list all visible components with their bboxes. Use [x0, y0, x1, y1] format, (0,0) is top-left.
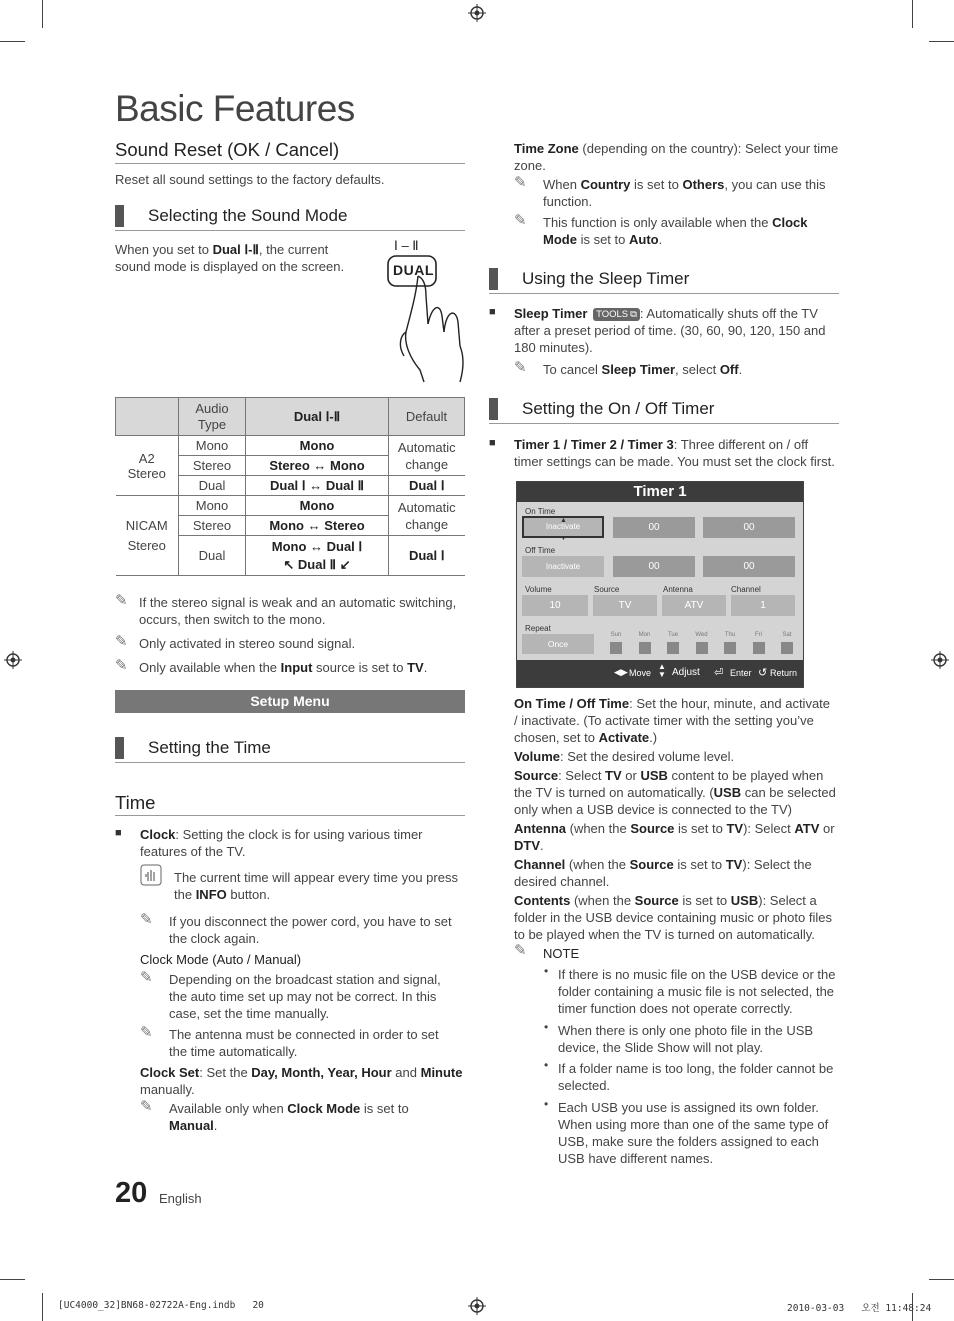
setup-menu-bar: Setup Menu	[115, 690, 465, 713]
osd-title: Timer 1	[517, 482, 803, 502]
enter-icon: ⏎	[714, 667, 724, 679]
table-cell: Dual Ⅰ	[389, 476, 465, 496]
osd-label: On Time	[525, 507, 556, 516]
tools-icon: ⧉	[630, 309, 637, 320]
crop-mark	[929, 1279, 954, 1280]
repeat-day-checkbox[interactable]	[639, 642, 651, 654]
bullet-square-icon: ■	[115, 827, 122, 839]
clock-set-text: Clock Set: Set the Day, Month, Year, Hour and Minute manually.	[140, 1065, 463, 1097]
table-header: Dual Ⅰ-Ⅱ	[246, 398, 389, 436]
note-pencil-icon: ✎	[115, 633, 128, 650]
adjust-arrows-icon: ▲ ▼	[658, 662, 666, 679]
crop-mark	[912, 0, 913, 28]
source-field[interactable]: TV	[593, 595, 657, 616]
sound-mode-heading: Selecting the Sound Mode	[115, 205, 465, 231]
table-header: Audio Type	[179, 398, 246, 436]
bullet-square-icon: ■	[489, 306, 496, 318]
table-cell: Stereo	[179, 516, 246, 536]
move-arrows-icon: ◀▶	[614, 667, 628, 677]
sleep-timer-text: Sleep Timer TOOLS ⧉ : Automatically shuts off the TV after a preset period of time. (30, 60, 90, 120, 150 and 180 minutes).	[514, 306, 826, 355]
note-pencil-icon: ✎	[140, 911, 153, 928]
power-note: If you disconnect the power cord, you have to set the clock again.	[169, 914, 452, 946]
clock-mode-note: Depending on the broadcast station and signal, the auto time set up may not be correct. In this case, set the time manually.	[169, 972, 441, 1021]
time-zone-note: This function is only available when the Clock Mode is set to Auto.	[543, 215, 808, 247]
repeat-day-checkbox[interactable]	[753, 642, 765, 654]
sound-reset-heading: Sound Reset (OK / Cancel)	[115, 139, 465, 164]
table-cell: Dual Ⅰ	[389, 536, 465, 576]
crop-mark	[42, 0, 43, 28]
repeat-day-checkbox[interactable]	[667, 642, 679, 654]
sleep-note: To cancel Sleep Timer, select Off.	[543, 362, 743, 377]
table-cell: Stereo ↔ Mono	[246, 456, 389, 476]
repeat-day-label: Tue	[667, 632, 679, 638]
antenna-note: The antenna must be connected in order to set the time automatically.	[169, 1027, 439, 1059]
note-pencil-icon: ✎	[140, 1024, 153, 1041]
arrow-up-icon: ▲	[560, 517, 567, 524]
crop-mark	[0, 41, 25, 42]
registration-mark-icon	[931, 651, 949, 669]
table-cell: Automatic change	[389, 436, 465, 476]
audio-table	[115, 397, 465, 576]
table-cell: Dual	[179, 476, 246, 496]
off-time-minute-field[interactable]: 00	[703, 556, 795, 577]
bullet-dot-icon: •	[544, 1020, 549, 1034]
off-time-hour-field[interactable]: 00	[613, 556, 695, 577]
time-zone-text: Time Zone (depending on the country): Select your time zone.	[514, 141, 839, 173]
clock-text: Clock: Setting the clock is for using various timer features of the TV.	[140, 827, 423, 859]
table-cell: Automatic change	[389, 496, 465, 536]
note-pencil-icon: ✎	[514, 212, 527, 229]
note-label: NOTE	[543, 946, 580, 961]
channel-desc: Channel (when the Source is set to TV): Select the desired channel.	[514, 857, 812, 889]
repeat-day-label: Wed	[695, 632, 708, 638]
crop-mark	[42, 1293, 43, 1321]
hand-pressing-icon	[380, 236, 470, 384]
osd-help: Enter	[730, 668, 752, 678]
osd-label: Volume	[525, 585, 552, 594]
setting-time-heading: Setting the Time	[115, 737, 465, 763]
on-time-hour-field[interactable]: 00	[613, 517, 695, 538]
osd-label: Channel	[731, 585, 761, 594]
antenna-desc: Antenna (when the Source is set to TV): Select ATV or DTV.	[514, 821, 835, 853]
clock-set-note: Available only when Clock Mode is set to Manual.	[169, 1101, 409, 1133]
contents-desc: Contents (when the Source is set to USB): Select a folder in the USB device containing music or photo files to be played when the TV is turned on automatically.	[514, 893, 832, 942]
volume-desc: Volume: Set the desired volume level.	[514, 749, 735, 764]
off-time-activate-field[interactable]: Inactivate	[522, 556, 604, 577]
info-note: The current time will appear every time you press the INFO button.	[174, 870, 458, 902]
time-heading: Time	[115, 792, 465, 816]
table-cell: NICAM Stereo	[116, 496, 179, 576]
note-bullet: Each USB you use is assigned its own folder. When using more than one of the same type of USB, make sure the folders assigned to each USB have different names.	[558, 1100, 829, 1166]
note-pencil-icon: ✎	[514, 174, 527, 191]
on-time-activate-field[interactable]: Inactivate ▲ ▼	[522, 516, 604, 538]
volume-field[interactable]: 10	[522, 595, 588, 616]
note-text: Only available when the Input source is set to TV.	[139, 660, 428, 675]
page-title: Basic Features	[115, 88, 355, 129]
table-cell: Stereo	[179, 456, 246, 476]
clock-mode-label: Clock Mode (Auto / Manual)	[140, 952, 302, 967]
dual-button: DUAL	[393, 262, 434, 278]
tools-badge: TOOLS ⧉	[593, 308, 640, 321]
onoff-timer-heading: Setting the On / Off Timer	[489, 398, 839, 424]
crop-mark	[929, 41, 954, 42]
repeat-day-label: Mon	[638, 632, 651, 638]
osd-help: Adjust	[672, 667, 700, 678]
dual-label: Ⅰ – Ⅱ	[394, 238, 419, 253]
on-time-minute-field[interactable]: 00	[703, 517, 795, 538]
footer-file: [UC4000_32]BN68-02722A-Eng.indb 20	[58, 1300, 264, 1311]
table-cell: Mono	[246, 436, 389, 456]
bullet-square-icon: ■	[489, 437, 496, 449]
sound-mode-text: When you set to Dual Ⅰ-Ⅱ, the current sound mode is displayed on the screen.	[115, 242, 345, 274]
registration-mark-icon	[468, 4, 486, 22]
osd-help: Move	[629, 668, 652, 678]
table-cell: Mono ↔ Dual Ⅰ ↖ Dual Ⅱ ↙	[246, 536, 389, 576]
sleep-timer-heading: Using the Sleep Timer	[489, 268, 839, 294]
timer-osd-screen	[516, 481, 804, 688]
note-pencil-icon: ✎	[514, 942, 527, 959]
bullet-dot-icon: •	[544, 1097, 549, 1111]
repeat-day-checkbox[interactable]	[781, 642, 793, 654]
bullet-dot-icon: •	[544, 964, 549, 978]
table-cell: Mono	[246, 496, 389, 516]
table-cell: Dual Ⅰ ↔ Dual Ⅱ	[246, 476, 389, 496]
page-number: 20	[115, 1177, 148, 1209]
table-cell: Mono	[179, 496, 246, 516]
hand-info-icon	[140, 864, 162, 886]
osd-label: Repeat	[525, 624, 551, 633]
crop-mark	[0, 1279, 25, 1280]
repeat-day-checkbox[interactable]	[610, 642, 622, 654]
bullet-dot-icon: •	[544, 1058, 549, 1072]
table-cell: Mono	[179, 436, 246, 456]
note-text: Only activated in stereo sound signal.	[139, 636, 356, 651]
note-pencil-icon: ✎	[115, 592, 128, 609]
page-language: English	[159, 1191, 202, 1206]
on-off-time-desc: On Time / Off Time: Set the hour, minute, and activate / inactivate. (To activate timer with the setting you’ve chosen, set to Activate.)	[514, 696, 831, 745]
time-zone-note: When Country is set to Others, you can use this function.	[543, 177, 826, 209]
table-cell: Mono ↔ Stereo	[246, 516, 389, 536]
source-desc: Source: Select TV or USB content to be played when the TV is turned on automatically. (USB can be selected only when a USB device is connected to the TV)	[514, 768, 836, 817]
note-text: If the stereo signal is weak and an automatic switching, occurs, then switch to the mono.	[139, 595, 457, 627]
registration-mark-icon	[4, 651, 22, 669]
registration-mark-icon	[468, 1297, 486, 1315]
note-bullet: When there is only one photo file in the USB device, the Slide Show will not play.	[558, 1023, 814, 1055]
note-pencil-icon: ✎	[514, 359, 527, 376]
osd-help: Return	[770, 668, 798, 678]
osd-label: Antenna	[663, 585, 693, 594]
channel-field[interactable]: 1	[731, 595, 795, 616]
return-icon: ↺	[758, 667, 768, 679]
arrow-down-icon: ▼	[560, 535, 567, 542]
repeat-day-label: Thu	[724, 632, 736, 638]
antenna-field[interactable]: ATV	[662, 595, 726, 616]
footer-date: 2010-03-03 오전 11:48:24	[787, 1303, 932, 1314]
osd-label: Off Time	[525, 546, 556, 555]
table-cell: A2 Stereo	[116, 436, 179, 496]
note-bullet: If a folder name is too long, the folder cannot be selected.	[558, 1061, 834, 1093]
note-pencil-icon: ✎	[115, 657, 128, 674]
onoff-timer-text: Timer 1 / Timer 2 / Timer 3: Three different on / off timer settings can be made. You must set the clock first.	[514, 437, 835, 469]
table-header	[116, 398, 179, 436]
osd-footer	[517, 660, 803, 687]
table-header: Default	[389, 398, 465, 436]
repeat-day-checkbox[interactable]	[724, 642, 736, 654]
repeat-field[interactable]: Once	[522, 634, 594, 654]
note-pencil-icon: ✎	[140, 969, 153, 986]
sound-reset-text: Reset all sound settings to the factory defaults.	[115, 172, 385, 187]
repeat-day-label: Fri	[755, 632, 762, 638]
note-pencil-icon: ✎	[140, 1098, 153, 1115]
osd-label: Source	[594, 585, 620, 594]
remote-dual-illustration	[380, 236, 470, 384]
repeat-day-checkbox[interactable]	[696, 642, 708, 654]
table-cell: Dual	[179, 536, 246, 576]
note-bullet: If there is no music file on the USB device or the folder containing a music file is not selected, the timer function does not operate correctly.	[558, 967, 836, 1016]
repeat-day-label: Sat	[782, 632, 792, 638]
repeat-day-label: Sun	[610, 632, 622, 638]
